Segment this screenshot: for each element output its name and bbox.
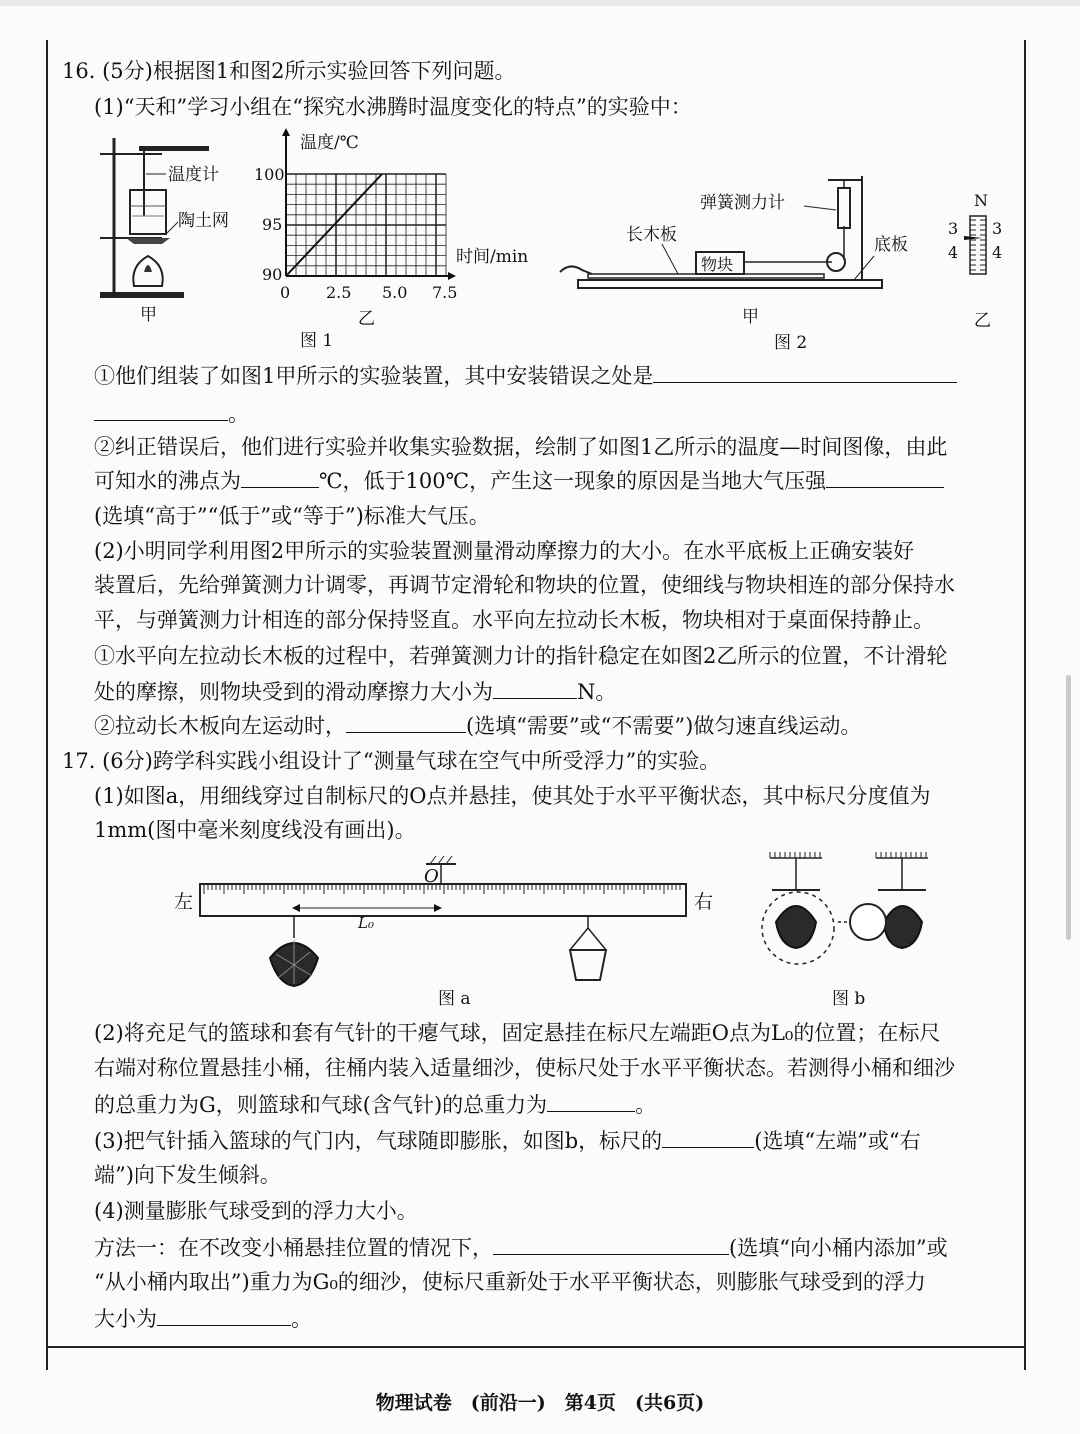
q17-2-prompt: 的总重力为G，则篮球和气球(含气针)的总重力为 xyxy=(94,1093,548,1117)
temperature-time-chart xyxy=(254,128,528,302)
label-long-board: 长木板 xyxy=(626,225,677,245)
fig2-caption: 图 2 xyxy=(774,333,808,353)
scale-left-4: 4 xyxy=(948,243,959,262)
page-footer: 物理试卷 (前沿一) 第4页 (共6页) xyxy=(375,1392,705,1414)
q17-1-line2: 1mm(图中毫米刻度线没有画出)。 xyxy=(94,818,416,842)
pivot-o xyxy=(424,856,456,887)
answer-blank-pressure[interactable] xyxy=(826,465,944,488)
label-clay-net: 陶土网 xyxy=(178,211,229,231)
right-hanging-ball-with-balloon xyxy=(838,858,926,948)
l0-dimension xyxy=(292,904,442,932)
ytick-100: 100 xyxy=(254,165,285,184)
q16-1a-period: 。 xyxy=(228,402,249,426)
xtick-5.0: 5.0 xyxy=(382,283,408,302)
q16-1b-line3: (选填“高于”“低于”或“等于”)标准大气压。 xyxy=(94,504,490,528)
q16-2b-prompt: ②拉动长木板向左运动时， xyxy=(94,714,346,738)
xtick-0: 0 xyxy=(280,283,291,302)
q17-2-line2: 右端对称位置悬挂小桶，往桶内装入适量细沙，使标尺处于水平平衡状态。若测得小桶和细沙 xyxy=(94,1056,955,1080)
method1-prompt-end: 大小为 xyxy=(94,1307,157,1331)
figa-left: 左 xyxy=(174,891,194,913)
fig2-sub-yi: 乙 xyxy=(974,311,991,331)
answer-blank-friction[interactable] xyxy=(493,676,577,699)
q16-2b-hint: (选填“需要”或“不需要”)做匀速直线运动。 xyxy=(466,714,862,738)
q16-1a-text xyxy=(94,360,957,391)
q16-1a-cont xyxy=(94,398,249,429)
q17-1-line1: (1)如图a，用细线穿过自制标尺的O点并悬挂，使其处于水平平衡状态，其中标尺分度值为 xyxy=(94,784,931,808)
q17-header: 17. (6分)跨学科实践小组设计了“测量气球在空气中所受浮力”的实验。 xyxy=(62,749,721,773)
answer-blank-buoyancy[interactable] xyxy=(157,1303,291,1326)
answer-blank-total-weight[interactable] xyxy=(547,1089,635,1112)
figure-2 xyxy=(552,176,1022,356)
q16-1b-line1: ②纠正错误后，他们进行实验并收集实验数据，绘制了如图1乙所示的温度—时间图像，由此 xyxy=(94,435,948,459)
top-edge xyxy=(0,0,1080,6)
q17-2-line1: (2)将充足气的篮球和套有气针的干瘪气球，固定悬挂在标尺左端距O点为L₀的位置；在标尺 xyxy=(94,1021,941,1045)
q16-2a-line1: ①水平向左拉动长木板的过程中，若弹簧测力计的指针稳定在如图2乙所示的位置，不计滑轮 xyxy=(94,644,948,668)
q16-1a-prompt: ①他们组装了如图1甲所示的实验装置，其中安装错误之处是 xyxy=(94,364,654,388)
ytick-95: 95 xyxy=(262,215,283,234)
q17-3-line2: 端”)向下发生倾斜。 xyxy=(94,1163,281,1187)
label-spring-scale: 弹簧测力计 xyxy=(700,193,785,213)
figure-1 xyxy=(92,126,562,356)
label-base-plate: 底板 xyxy=(874,235,908,255)
q17-3-hint: (选填“左端”或“右 xyxy=(754,1129,921,1153)
q16-1b-line2 xyxy=(94,465,944,496)
scale-right-4: 4 xyxy=(992,243,1003,262)
figure-a xyxy=(160,850,730,1015)
figa-right: 右 xyxy=(694,891,714,913)
q16-2b-line xyxy=(94,710,861,741)
figb-caption: 图 b xyxy=(832,989,866,1009)
q17-method1-line3 xyxy=(94,1303,312,1334)
basketball-balloon xyxy=(270,916,318,986)
q16-header: 16. (5分)根据图1和图2所示实验回答下列问题。 xyxy=(62,59,516,83)
chart-xlabel: 时间/min xyxy=(456,247,529,267)
q16-2a-unit: N。 xyxy=(577,680,617,704)
scale-right-3: 3 xyxy=(992,219,1003,238)
page-border-bottom xyxy=(46,1346,1026,1348)
q17-2-period: 。 xyxy=(635,1093,657,1117)
method1-period: 。 xyxy=(291,1307,312,1331)
page-border-left xyxy=(46,40,48,1370)
q16-2-line2: 装置后，先给弹簧测力计调零，再调节定滑轮和物块的位置，使细线与物块相连的部分保持水 xyxy=(94,573,955,597)
bucket xyxy=(570,916,606,980)
xtick-7.5: 7.5 xyxy=(432,283,458,302)
pivot-label: O xyxy=(424,866,439,887)
q17-method1-line1 xyxy=(94,1232,948,1263)
answer-blank-1a-cont[interactable] xyxy=(94,398,228,421)
q16-2-line1: (2)小明同学利用图2甲所示的实验装置测量滑动摩擦力的大小。在水平底板上正确安装好 xyxy=(94,539,915,563)
answer-blank-1a[interactable] xyxy=(653,360,957,383)
q17-3-line1 xyxy=(94,1125,921,1156)
fig1-sub-jia: 甲 xyxy=(140,305,157,325)
method1-prompt: 方法一：在不改变小桶悬挂位置的情况下， xyxy=(94,1236,493,1260)
scale-unit-n: N xyxy=(974,191,988,210)
answer-blank-add-or-remove[interactable] xyxy=(493,1232,729,1255)
label-block: 物块 xyxy=(701,255,734,274)
left-hanging-ball xyxy=(762,858,834,964)
q17-4: (4)测量膨胀气球受到的浮力大小。 xyxy=(94,1199,418,1223)
page-border-right xyxy=(1024,40,1026,1370)
method1-hint: (选填“向小桶内添加”或 xyxy=(729,1236,948,1260)
ruler xyxy=(200,884,686,916)
q16-2-line3: 平，与弹簧测力计相连的部分保持竖直。水平向左拉动长木板，物块相对于桌面保持静止。 xyxy=(94,608,934,632)
q16-part1: (1)“天和”学习小组在“探究水沸腾时温度变化的特点”的实验中： xyxy=(94,95,692,119)
figa-caption: 图 a xyxy=(438,989,471,1009)
q17-3-prompt: (3)把气针插入篮球的气门内，气球随即膨胀，如图b，标尺的 xyxy=(94,1129,663,1153)
figure-b xyxy=(756,850,956,1015)
answer-blank-tilt-side[interactable] xyxy=(662,1125,754,1148)
fig1-sub-yi: 乙 xyxy=(358,309,375,329)
scrollbar-thumb[interactable] xyxy=(1066,675,1071,940)
label-thermometer: 温度计 xyxy=(168,165,219,185)
fig1-caption: 图 1 xyxy=(300,331,334,351)
xtick-2.5: 2.5 xyxy=(326,283,352,302)
answer-blank-uniform[interactable] xyxy=(346,710,466,733)
chart-ylabel: 温度/℃ xyxy=(300,133,359,153)
q17-method1-line2: “从小桶内取出”)重力为G₀的细沙，使标尺重新处于水平平衡状态，则膨胀气球受到的浮力 xyxy=(94,1270,926,1294)
fig2-sub-jia: 甲 xyxy=(742,307,759,327)
q16-2a-line2 xyxy=(94,676,616,707)
q17-2-line3 xyxy=(94,1089,656,1120)
scale-left-3: 3 xyxy=(948,219,959,238)
spring-scale-reading xyxy=(948,191,1002,274)
q16-1b-reason: ℃，低于100℃，产生这一现象的原因是当地大气压强 xyxy=(319,469,827,493)
ytick-90: 90 xyxy=(262,265,283,284)
l0-label: L₀ xyxy=(358,914,374,932)
answer-blank-boiling-point[interactable] xyxy=(241,465,319,488)
q16-1b-prompt: 可知水的沸点为 xyxy=(94,469,241,493)
q16-2a-prompt: 处的摩擦，则物块受到的滑动摩擦力大小为 xyxy=(94,680,493,704)
